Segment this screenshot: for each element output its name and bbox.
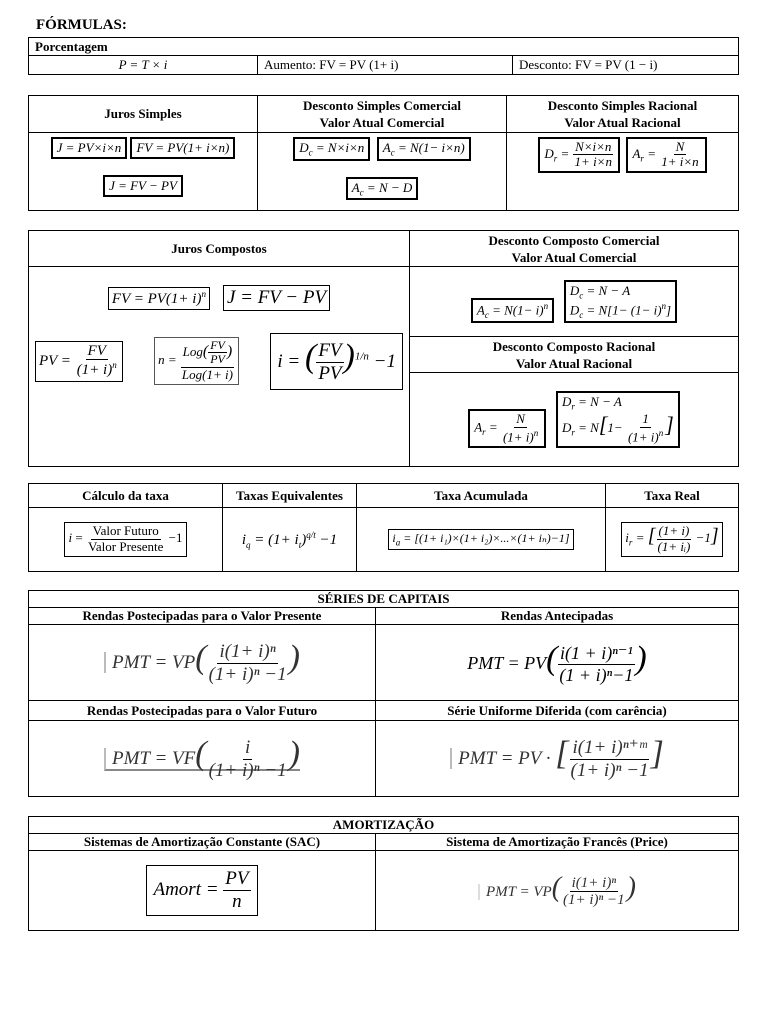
serie-diferida-formula bbox=[376, 721, 739, 797]
numerator: i(1+ i)ⁿ bbox=[219, 641, 276, 663]
desconto-simples-comercial-header bbox=[258, 96, 507, 133]
porcentagem-label: Porcentagem bbox=[29, 38, 739, 56]
denominator: 1+ i×n bbox=[574, 154, 612, 170]
numerator: FV bbox=[318, 339, 342, 361]
rendas-postecipadas-vf-header: Rendas Postecipadas para o Valor Futuro bbox=[29, 701, 376, 721]
sac-header: Sistemas de Amortização Constante (SAC) bbox=[29, 834, 376, 851]
formula-box: PV = $\frac{FV}{(1+ i)^n}$ bbox=[35, 341, 123, 382]
series-capitais-table bbox=[28, 590, 739, 797]
formula-box: PMT = PV · [ $\frac{\text{i(1+ i)ⁿ⁺ᵐ}}{\text{(1+ i)ⁿ −1}}$ ] bbox=[450, 748, 664, 769]
calculo-taxa-header: Cálculo da taxa bbox=[29, 484, 223, 508]
desconto-racional-composto-formulas bbox=[410, 373, 739, 467]
formula-text: PMT = PV · bbox=[458, 748, 551, 770]
desconto-simples-racional-header bbox=[507, 96, 739, 133]
taxas-equivalentes-header: Taxas Equivalentes bbox=[223, 484, 357, 508]
formula-text: PMT = VP bbox=[486, 883, 552, 900]
formula-box: n = Log( $\frac{FV}{PV}$ ) Log(1+ i) bbox=[154, 337, 239, 385]
formula-box: $A_c = N(1- i\times n)$ bbox=[377, 137, 471, 161]
juros-simples-formulas bbox=[29, 133, 258, 211]
numerator: Valor Futuro bbox=[92, 523, 159, 539]
denominator: PV bbox=[318, 362, 342, 384]
formula-text: Amort = bbox=[153, 878, 219, 900]
taxas-equivalentes-formula: $i_q = (1+ i_t)^{q/t} -1$ bbox=[223, 508, 357, 572]
denominator: (1 + i)ⁿ−1 bbox=[559, 664, 634, 685]
formula-text: = N − D bbox=[366, 179, 413, 195]
formula-box: PMT = VP( $\frac{\text{i(1+ i)ⁿ}}{\text{(1+ i)ⁿ −1}}$ ) bbox=[104, 652, 300, 673]
denominator: $(1+ i)^n$ bbox=[502, 427, 539, 444]
denominator: Valor Presente bbox=[87, 538, 164, 554]
amortizacao-table bbox=[28, 816, 739, 931]
formula-text: PMT = PV bbox=[467, 652, 547, 673]
header-line: Valor Atual Racional bbox=[515, 355, 633, 371]
sac-formula bbox=[29, 851, 376, 931]
formula-box: $A_c = N(1- i)^n$ bbox=[471, 298, 554, 323]
rendas-antecipadas-formula: PMT = PV( $\frac{\text{i(1 + i)ⁿ⁻¹}}{\text{(1 + i)ⁿ−1}}$ ) bbox=[376, 625, 739, 701]
desconto-racional-formulas bbox=[507, 133, 739, 211]
formula-text: −1 bbox=[695, 530, 711, 546]
formula-box: $i_a = [(1+ i_1)\times(1+ i_2)\times...\times(1+ i_n)-1]$ bbox=[388, 529, 573, 549]
formula-box: $A_r$ = $\frac{N}{1+ i\times n}$ bbox=[626, 137, 706, 173]
formula-text: Log bbox=[182, 344, 203, 360]
formula-text: PMT = VF bbox=[112, 748, 196, 770]
amortizacao-title: AMORTIZAÇÃO bbox=[29, 817, 739, 834]
taxas-table bbox=[28, 483, 739, 572]
formula-box: $D_r$ = $\frac{N\times i\times n}{1+ i\times n}$ bbox=[538, 137, 620, 173]
formula-text: = N[1− (1− i) bbox=[586, 302, 662, 318]
juros-compostos-table bbox=[28, 230, 739, 467]
header-line: Valor Atual Racional bbox=[564, 115, 681, 130]
numerator: (1+ i) bbox=[658, 523, 690, 539]
serie-diferida-header: Série Uniforme Diferida (com carência) bbox=[376, 701, 739, 721]
formula-box: $A_r$ = $\frac{N}{(1+ i)^n}$ bbox=[468, 409, 546, 448]
formula-text: (1+ i) bbox=[502, 429, 534, 444]
formula-text: −1 bbox=[373, 351, 396, 372]
desconto-composto-comercial-header bbox=[410, 231, 739, 267]
formula-box bbox=[146, 865, 257, 917]
juros-simples-table bbox=[28, 95, 739, 211]
denominator: (1+ i)ⁿ −1 bbox=[208, 663, 287, 685]
formula-box: $D_r = N - A$ $D_r = N[1-$ $\frac{1}{(1+ i)^n}$ ] bbox=[556, 391, 680, 448]
formula-text: = N(1− i) bbox=[492, 302, 544, 318]
numerator: i bbox=[244, 737, 251, 759]
rendas-postecipadas-vp-formula bbox=[29, 625, 376, 701]
formula-box: $A_c = N - D$ bbox=[346, 177, 419, 201]
aumento-formula: Aumento: FV = PV (1+ i) bbox=[258, 56, 513, 75]
formula-text: = (1+ i bbox=[254, 531, 299, 548]
rendas-antecipadas-header: Rendas Antecipadas bbox=[376, 608, 739, 625]
formula-box: FV = PV(1+ i×n) bbox=[130, 137, 235, 159]
header-line: Desconto Composto Racional bbox=[492, 338, 656, 354]
numerator: N bbox=[516, 411, 525, 427]
desconto-formula: Desconto: FV = PV (1 − i) bbox=[513, 56, 739, 75]
formula-box: J = FV − PV bbox=[223, 285, 330, 311]
price-formula bbox=[376, 851, 739, 931]
numerator: i(1+ i)ⁿ bbox=[571, 874, 617, 891]
denominator: $(1+ i)^n$ bbox=[76, 360, 117, 379]
denominator: Log(1+ i) bbox=[181, 367, 233, 383]
formula-box: J = PV×i×n bbox=[51, 137, 128, 159]
taxa-real-formula bbox=[606, 508, 739, 572]
formula-text: = N(1− i×n) bbox=[397, 140, 465, 155]
juros-compostos-formulas bbox=[29, 267, 410, 467]
porcentagem-table bbox=[28, 37, 739, 75]
denominator: (1+ i)ⁿ −1 bbox=[570, 759, 649, 781]
header-line: Valor Atual Comercial bbox=[511, 249, 637, 265]
formula-text: = N bbox=[578, 419, 599, 435]
taxa-real-header: Taxa Real bbox=[606, 484, 739, 508]
porcentagem-formula: P = T × i bbox=[29, 56, 258, 75]
denominator: PV bbox=[210, 352, 225, 367]
numerator: PV bbox=[225, 867, 249, 889]
formula-text: = N×i×n bbox=[315, 140, 365, 155]
juros-simples-header: Juros Simples bbox=[29, 96, 258, 133]
denominator: 1+ i×n bbox=[661, 154, 699, 170]
formula-text: −1 bbox=[168, 530, 183, 546]
desconto-comercial-formulas bbox=[258, 133, 507, 211]
numerator: FV bbox=[210, 338, 225, 353]
taxa-acumulada-formula bbox=[357, 508, 606, 572]
formula-box: PMT = VF( $\frac{i}{\text{(1+ i)ⁿ −1}}$ ) bbox=[104, 748, 300, 771]
denominator: (1+ i)ⁿ −1 bbox=[563, 892, 625, 909]
numerator: 1 bbox=[642, 411, 649, 427]
denominator: $(1+ i)^n$ bbox=[627, 427, 664, 444]
numerator: i(1 + i)ⁿ⁻¹ bbox=[560, 642, 633, 663]
formula-box: i = $\frac{\text{Valor Futuro}}{\text{Valor Presente}}$ −1 bbox=[64, 522, 186, 556]
desconto-comercial-composto-formulas bbox=[410, 267, 739, 337]
numerator: FV bbox=[87, 342, 106, 359]
formula-text: = N − A bbox=[586, 283, 631, 299]
header-line: Desconto Simples Comercial bbox=[303, 98, 461, 113]
page-title: FÓRMULAS: bbox=[36, 17, 127, 33]
rendas-postecipadas-vp-header: Rendas Postecipadas para o Valor Presente bbox=[29, 608, 376, 625]
denominator: (1+ iᵢ) bbox=[657, 538, 691, 554]
numerator: N bbox=[675, 139, 685, 154]
formula-box: $D_c = N - A$ $D_c = N[1- (1- i)^n]$ bbox=[564, 280, 677, 323]
calculo-taxa-formula bbox=[29, 508, 223, 572]
taxa-acumulada-header: Taxa Acumulada bbox=[357, 484, 606, 508]
denominator: n bbox=[232, 890, 242, 912]
formula-text: (1+ i) bbox=[76, 362, 113, 379]
numerator: i(1+ i)ⁿ⁺ᵐ bbox=[572, 737, 647, 759]
formula-box: $D_c = N\times i\times n$ bbox=[293, 137, 370, 161]
header-line: Desconto Simples Racional bbox=[547, 98, 698, 113]
desconto-composto-racional-header bbox=[410, 337, 739, 373]
numerator: N×i×n bbox=[575, 139, 612, 154]
juros-compostos-header: Juros Compostos bbox=[29, 231, 410, 267]
formula-text: PMT = VP bbox=[112, 652, 196, 674]
formula-box: $i_r$ = [ $\frac{(1+ i)}{\text{(1+ iᵢ)}}$ −1] bbox=[621, 522, 722, 556]
formula-box: J = FV − PV bbox=[103, 175, 183, 197]
formula-box: FV = $PV(1+ i)^n$ bbox=[108, 287, 210, 310]
formula-text: = N − A bbox=[578, 394, 622, 410]
rendas-postecipadas-vf-formula bbox=[29, 721, 376, 797]
formula-text: FV = PV(1+ i) bbox=[111, 291, 202, 307]
formula-text: = [(1+ i₁)×(1+ i₂)×...×(1+ iₙ)−1] bbox=[403, 531, 570, 546]
formula-box: PMT = VP( $\frac{\text{i(1+ i)ⁿ}}{\text{(1+ i)ⁿ −1}}$ ) bbox=[478, 884, 636, 900]
price-header: Sistema de Amortização Francês (Price) bbox=[376, 834, 739, 851]
denominator: (1+ i)ⁿ −1 bbox=[208, 759, 287, 781]
numerator: Log( $\frac{FV}{PV}$ ) bbox=[182, 338, 233, 367]
series-capitais-title: SÉRIES DE CAPITAIS bbox=[29, 591, 739, 608]
header-line: Valor Atual Comercial bbox=[319, 115, 445, 130]
formula-box: i = ( $\frac{FV}{PV}$ )$^{1/n}$ −1 bbox=[270, 333, 403, 390]
header-line: Desconto Composto Comercial bbox=[488, 232, 660, 248]
